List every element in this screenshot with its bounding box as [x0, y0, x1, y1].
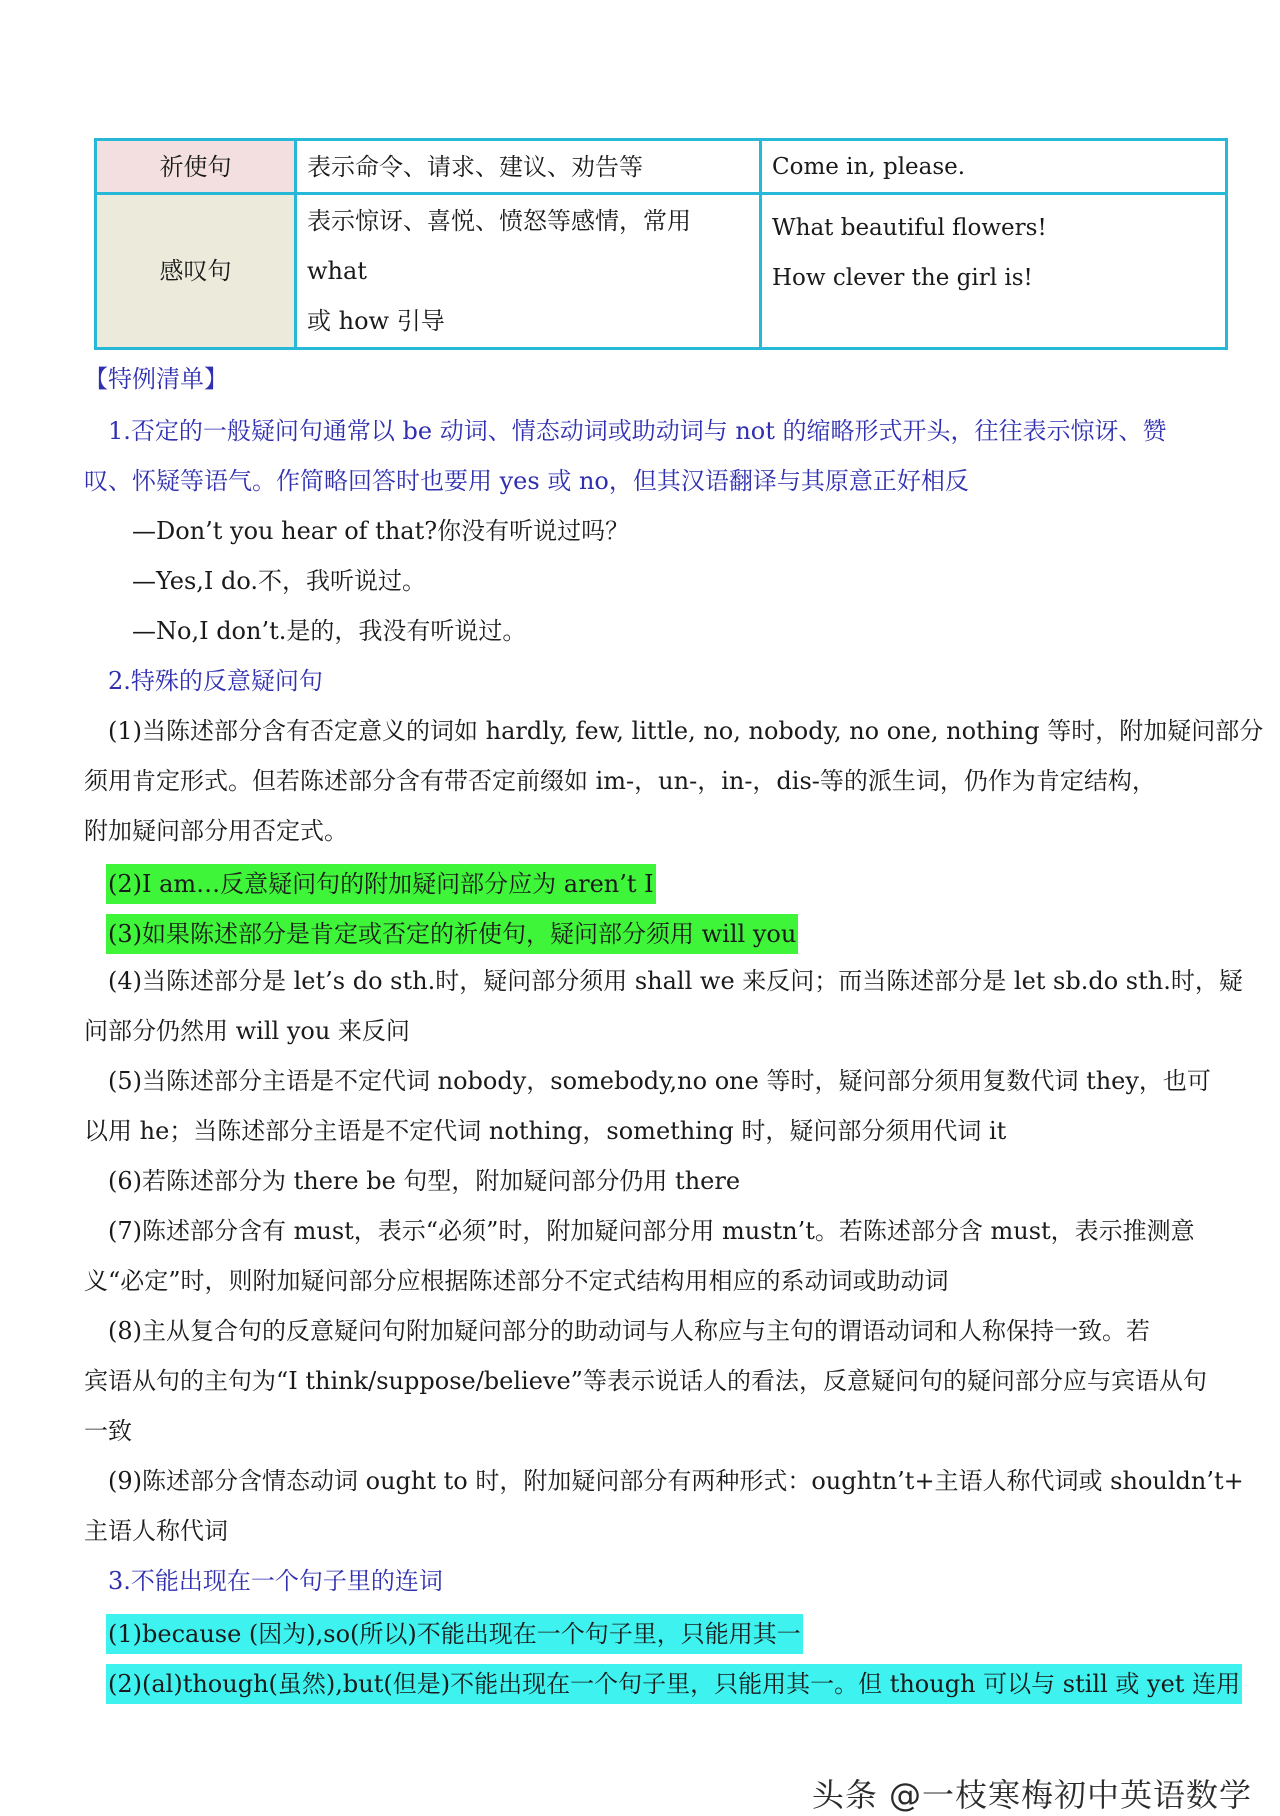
paragraph-line: (1)当陈述部分含有否定意义的词如 hardly, few, little, no, nobody, no one, nothing 等时，附加疑问部分: [108, 717, 1264, 745]
paragraph-line: 1.否定的一般疑问句通常以 be 动词、情态动词或助动词与 not 的缩略形式开头，往往表示惊讶、赞: [108, 417, 1167, 445]
type-label: 祈使句: [159, 152, 232, 181]
paragraph-line: 以用 he；当陈述部分主语是不定代词 nothing，something 时，疑问部分须用代词 it: [84, 1117, 1007, 1145]
paragraph-line: (6)若陈述部分为 there be 句型，附加疑问部分仍用 there: [108, 1167, 741, 1195]
paragraph-line: (8)主从复合句的反意疑问句附加疑问部分的助动词与人称应与主句的谓语动词和人称保持一致。若: [108, 1317, 1150, 1345]
paragraph-line: —No,I don’t.是的，我没有听说过。: [132, 617, 527, 645]
paragraph-line: (7)陈述部分含有 must，表示“必须”时，附加疑问部分用 mustn’t。若陈述部分含 must，表示推测意: [108, 1217, 1195, 1245]
table-cell-desc: [297, 141, 762, 195]
example-text: Come in, please.: [772, 153, 966, 180]
subsection-title: 3.不能出现在一个句子里的连词: [108, 1567, 443, 1595]
desc-text: 或 how 引导: [307, 307, 445, 335]
paragraph-line: —Yes,I do.不，我听说过。: [132, 567, 427, 595]
desc-text: 表示惊讶、喜悦、愤怒等感情，常用 what: [307, 207, 691, 285]
table-cell-example: [762, 195, 1225, 347]
sentence-type-table: [94, 138, 1228, 350]
table-cell-desc: [297, 195, 762, 347]
table-cell-type: [97, 195, 297, 347]
subsection-title: 2.特殊的反意疑问句: [108, 667, 323, 695]
type-label: 感叹句: [159, 257, 232, 285]
paragraph-line: (9)陈述部分含情态动词 ought to 时，附加疑问部分有两种形式：oughtn’t+主语人称代词或 shouldn’t+: [108, 1467, 1244, 1495]
table-cell-type: [97, 141, 297, 195]
highlighted-line: (1)because (因为),so(所以)不能出现在一个句子里，只能用其一: [106, 1614, 803, 1654]
paragraph-line: —Don’t you hear of that?你没有听说过吗？: [132, 517, 630, 545]
paragraph-line: 宾语从句的主句为“I think/suppose/believe”等表示说话人的看法，反意疑问句的疑问部分应与宾语从句: [84, 1367, 1207, 1395]
paragraph-line: 问部分仍然用 will you 来反问: [84, 1017, 410, 1045]
highlighted-line: (2)I am…反意疑问句的附加疑问部分应为 aren’t I: [106, 864, 656, 904]
example-text: What beautiful flowers!: [772, 215, 1047, 241]
paragraph-line: 叹、怀疑等语气。作简略回答时也要用 yes 或 no，但其汉语翻译与其原意正好相反: [84, 467, 969, 495]
example-text: How clever the girl is!: [772, 265, 1033, 291]
paragraph-line: (5)当陈述部分主语是不定代词 nobody，somebody,no one 等时，疑问部分须用复数代词 they，也可: [108, 1067, 1211, 1095]
paragraph-line: 主语人称代词: [84, 1517, 228, 1545]
paragraph-line: (4)当陈述部分是 let’s do sth.时，疑问部分须用 shall we 来反问；而当陈述部分是 let sb.do sth.时，疑: [108, 967, 1243, 995]
watermark-text: 头条 @一枝寒梅初中英语数学: [811, 1776, 1252, 1814]
paragraph-line: 附加疑问部分用否定式。: [84, 817, 348, 845]
section-title: 【特例清单】: [84, 365, 228, 393]
highlighted-line: (2)(al)though(虽然),but(但是)不能出现在一个句子里，只能用其一。但 though 可以与 still 或 yet 连用: [106, 1664, 1242, 1704]
paragraph-line: 须用肯定形式。但若陈述部分含有带否定前缀如 im-，un-，in-，dis-等的派生词，仍作为肯定结构，: [84, 767, 1156, 795]
paragraph-line: 义“必定”时，则附加疑问部分应根据陈述部分不定式结构用相应的系动词或助动词: [84, 1267, 949, 1295]
highlighted-line: (3)如果陈述部分是肯定或否定的祈使句，疑问部分须用 will you: [106, 914, 798, 954]
desc-text: 表示命令、请求、建议、劝告等: [307, 152, 643, 181]
table-cell-example: [762, 141, 1225, 195]
paragraph-line: 一致: [84, 1417, 132, 1445]
